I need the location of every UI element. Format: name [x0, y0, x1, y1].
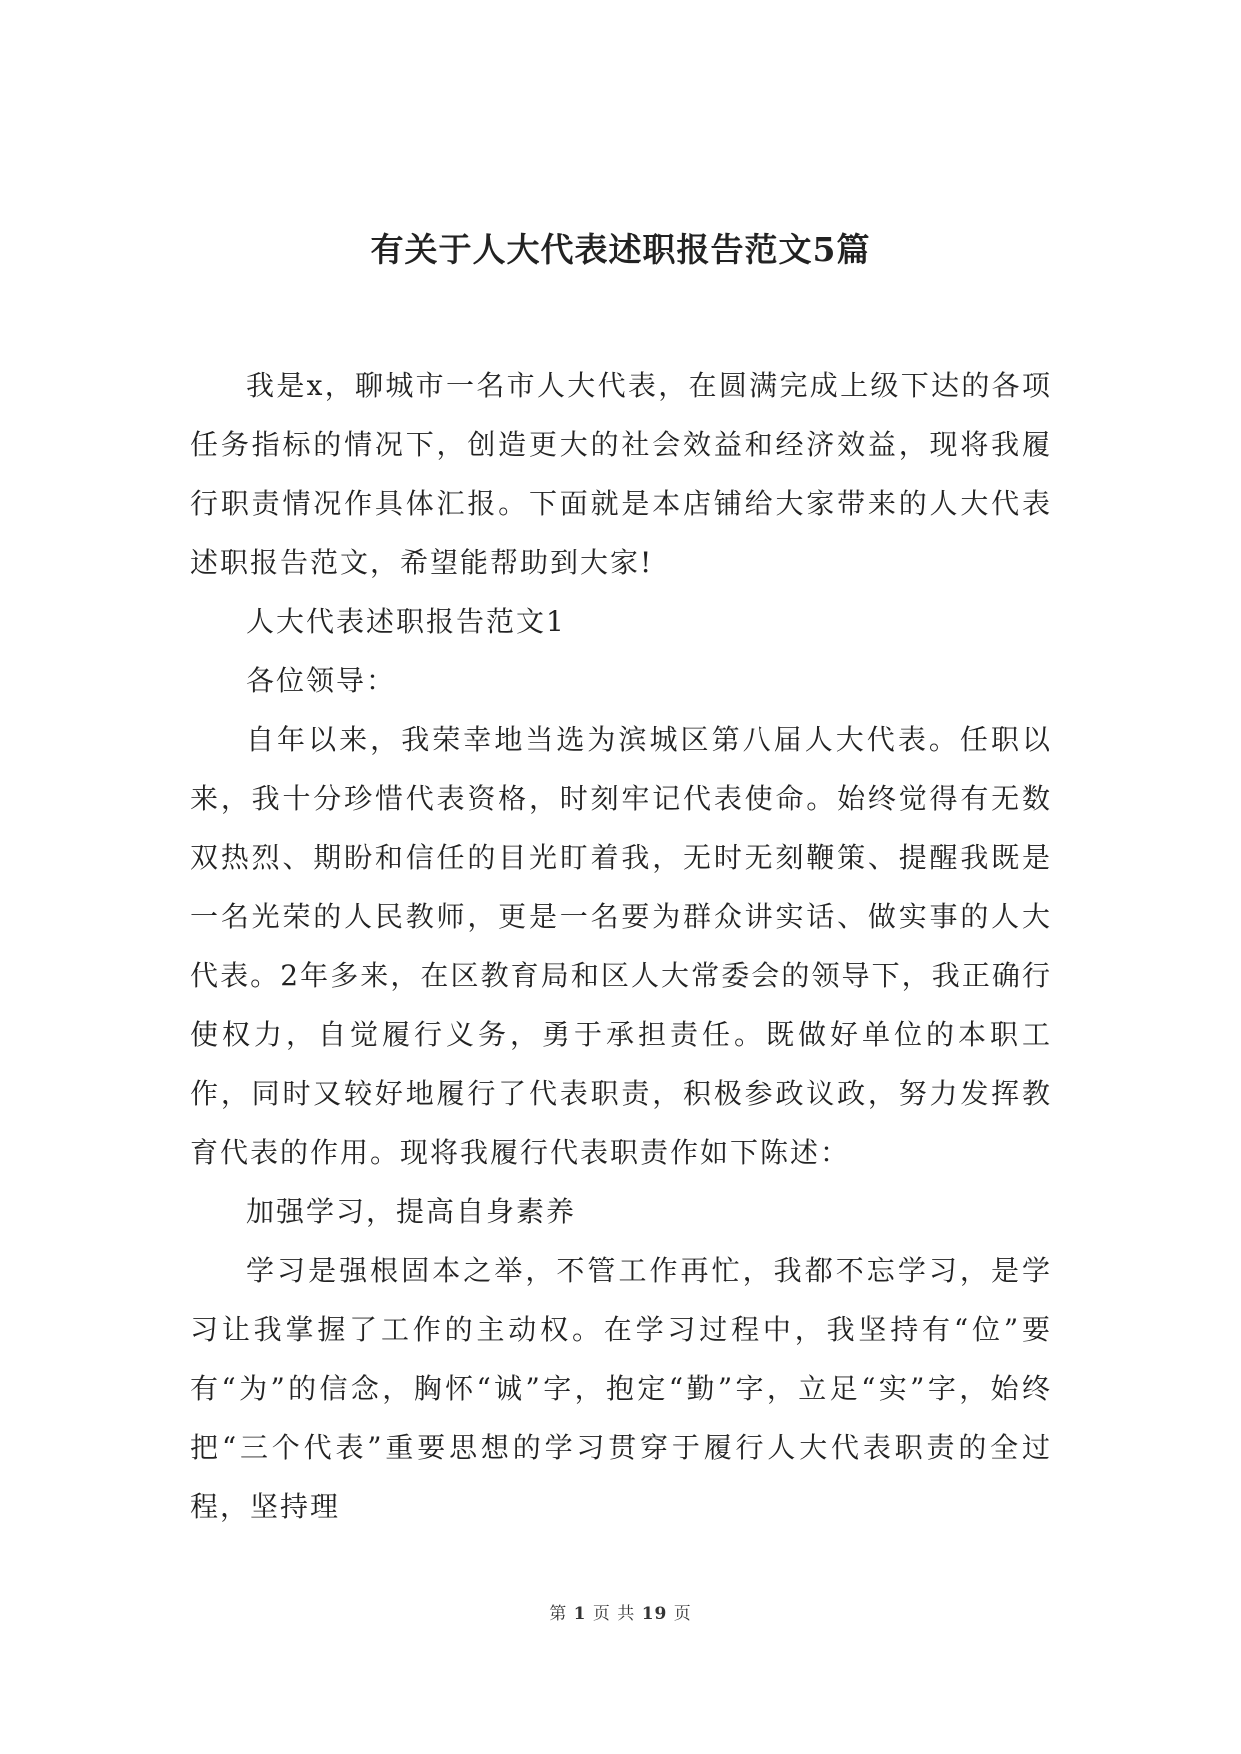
paragraph-subheading: 加强学习，提高自身素养 — [246, 1195, 577, 1228]
footer-current-page: 1 — [573, 1604, 587, 1624]
paragraph-study: 学习是强根固本之举，不管工作再忙，我都不忘学习，是学习让我掌握了工作的主动权。在学习过程中，我坚持有“位”要有“为”的信念，胸怀“诚”字，抱定“勤”字，立足“实”字，始终把“三个代表”重要思想的学习贯穿于履行人大代表职责的全过程，坚持理 — [190, 1254, 1052, 1523]
paragraph-salutation: 各位领导： — [246, 664, 397, 697]
paragraph-section-heading: 人大代表述职报告范文1 — [246, 605, 566, 638]
paragraph-intro: 我是x，聊城市一名市人大代表，在圆满完成上级下达的各项任务指标的情况下，创造更大的社会效益和经济效益，现将我履行职责情况作具体汇报。下面就是本店铺给大家带来的人大代表述职报告范文，希望能帮助到大家! — [190, 369, 1052, 579]
footer-middle: 页 共 — [592, 1604, 636, 1624]
footer-prefix: 第 — [549, 1604, 568, 1624]
page-footer — [0, 1602, 1241, 1626]
footer-suffix: 页 — [673, 1604, 692, 1624]
document-body — [190, 356, 1052, 1536]
paragraph-overview: 自年以来，我荣幸地当选为滨城区第八届人大代表。任职以来，我十分珍惜代表资格，时刻牢记代表使命。始终觉得有无数双热烈、期盼和信任的目光盯着我，无时无刻鞭策、提醒我既是一名光荣的人民教师，更是一名要为群众讲实话、做实事的人大代表。2年多来，在区教育局和区人大常委会的领导下，我正确行使权力，自觉履行义务，勇于承担责任。既做好单位的本职工作，同时又较好地履行了代表职责，积极参政议政，努力发挥教育代表的作用。现将我履行代表职责作如下陈述： — [190, 723, 1052, 1169]
document-title: 有关于人大代表述职报告范文5篇 — [370, 230, 871, 269]
footer-total-pages: 19 — [641, 1604, 668, 1624]
